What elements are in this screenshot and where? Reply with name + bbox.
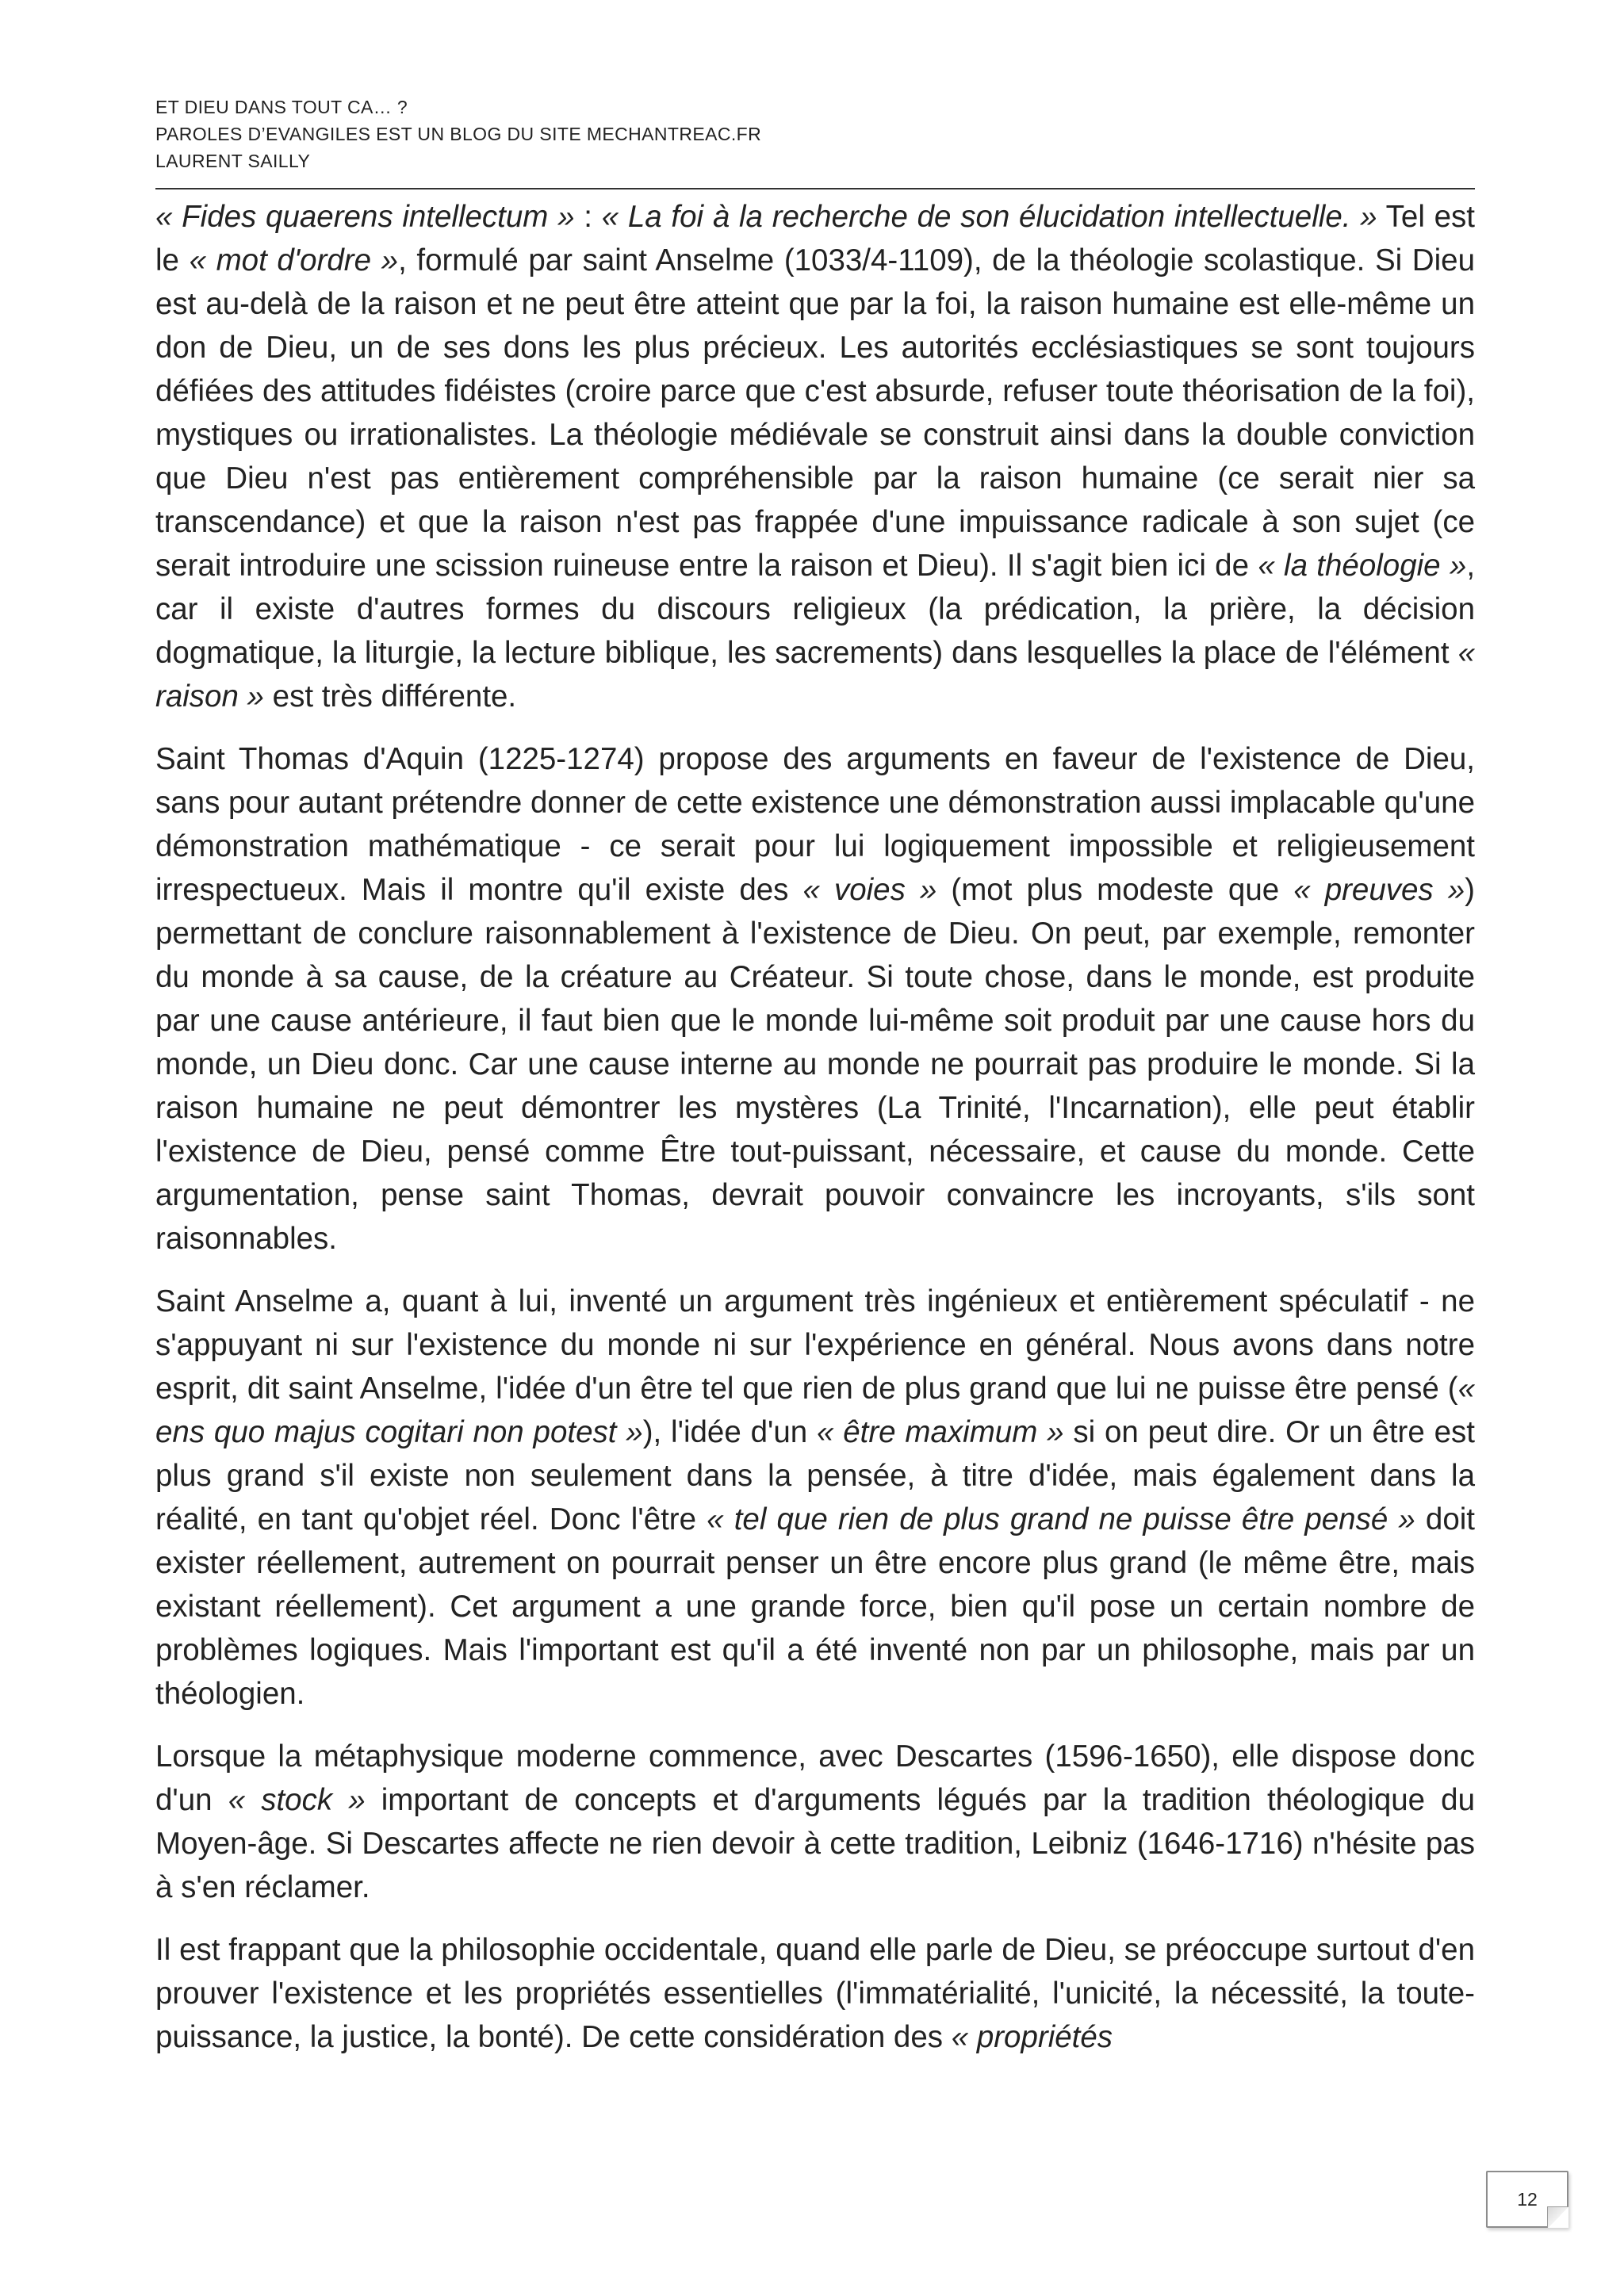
text-span: Saint Thomas d'Aquin (1225-1274) propose des arguments en faveur de l'existence de Dieu, sans pour autant prétendre donner de cette existence une démonstration aussi implacable qu'une démonstration mathématique - ce serait pour lui logiquement impossible et religieusement irrespectueux. Mais il montre qu'il existe des bbox=[155, 742, 1475, 907]
text-span: , car il existe d'autres formes du discours religieux (la prédication, la prière, la décision dogmatique, la liturgie, la lecture biblique, les sacrements) dans lesquelles la place de l'élément bbox=[155, 549, 1476, 670]
text-span: : bbox=[574, 200, 602, 234]
paragraph-1 bbox=[155, 195, 1475, 718]
text-span: si on peut dire. Or un être est plus grand s'il existe non seulement dans la pensée, à titre d'idée, mais également dans la réalité, en tant qu'objet réel. Donc l'être bbox=[155, 1415, 1475, 1536]
header-title: ET DIEU DANS TOUT CA… ? bbox=[155, 97, 408, 117]
text-span: important de concepts et d'arguments légués par la tradition théologique du Moyen-âge. Si Descartes affecte ne rien devoir à cette tradition, Leibniz (1646-1716) n'hésite pas à s'en réclamer. bbox=[155, 1783, 1475, 1904]
running-header bbox=[155, 94, 1475, 174]
text-span: « ens quo majus cogitari non potest » bbox=[155, 1372, 1475, 1449]
text-span: « propriétés bbox=[951, 2020, 1113, 2054]
text-span: Lorsque la métaphysique moderne commence, avec Descartes (1596-1650), elle dispose donc d'un bbox=[155, 1739, 1475, 1817]
text-span: Il est frappant que la philosophie occidentale, quand elle parle de Dieu, se préoccupe surtout d'en prouver l'existence et les propriétés essentielles (l'immatérialité, l'unicité, la nécessité, la toute-puissance, la justice, la bonté). De cette considération des bbox=[155, 1933, 1475, 2054]
text-span: Saint Anselme a, quant à lui, inventé un argument très ingénieux et entièrement spéculatif - ne s'appuyant ni sur l'existence du monde ni sur l'expérience en général. Nous avons dans notre esprit, dit saint Anselme, l'idée d'un être tel que rien de plus grand que lui ne puisse être pensé ( bbox=[155, 1284, 1475, 1406]
text-span: « la théologie » bbox=[1258, 549, 1467, 583]
body-text bbox=[155, 195, 1475, 2078]
text-span: « tel que rien de plus grand ne puisse être pensé » bbox=[707, 1502, 1415, 1536]
page-curl-icon bbox=[1547, 2206, 1568, 2228]
page-number: 12 bbox=[1517, 2188, 1538, 2210]
text-span: « La foi à la recherche de son élucidation intellectuelle. » bbox=[601, 200, 1377, 234]
header-blog-line: PAROLES D’EVANGILES EST UN BLOG DU SITE MECHANTREAC.FR bbox=[155, 124, 762, 144]
text-span: « stock » bbox=[228, 1783, 366, 1817]
header-author: LAURENT SAILLY bbox=[155, 151, 311, 171]
page-number-box bbox=[1486, 2171, 1568, 2228]
text-span: « raison » bbox=[155, 636, 1475, 714]
paragraph-5 bbox=[155, 1928, 1475, 2059]
text-span: « mot d'ordre » bbox=[189, 243, 399, 277]
text-span: Tel est le bbox=[155, 200, 1475, 277]
text-span: doit exister réellement, autrement on pourrait penser un être encore plus grand (le même être, mais existant réellement). Cet argument a une grande force, bien qu'il pose un certain nombre de problèmes logiques. Mais l'important est qu'il a été inventé non par un philosophe, mais par un théologien. bbox=[155, 1502, 1475, 1711]
text-span: ), l'idée d'un bbox=[642, 1415, 817, 1449]
paragraph-2 bbox=[155, 737, 1475, 1261]
paragraph-4 bbox=[155, 1735, 1475, 1909]
text-span: « voies » bbox=[802, 873, 937, 907]
paragraph-3 bbox=[155, 1280, 1475, 1716]
text-span: « Fides quaerens intellectum » bbox=[155, 200, 575, 234]
text-span: ) permettant de conclure raisonnablement à l'existence de Dieu. On peut, par exemple, remonter du monde à sa cause, de la créature au Créateur. Si toute chose, dans le monde, est produite par une cause antérieure, il faut bien que le monde lui-même soit produit par une cause hors du monde, un Dieu donc. Car une cause interne au monde ne pourrait pas produire le monde. Si la raison humaine ne peut démontrer les mystères (La Trinité, l'Incarnation), elle peut établir l'existence de Dieu, pensé comme Être tout-puissant, nécessaire, et cause du monde. Cette argumentation, pense saint Thomas, devrait pouvoir convaincre les incroyants, s'ils sont raisonnables. bbox=[155, 873, 1475, 1256]
text-span: « être maximum » bbox=[817, 1415, 1064, 1449]
text-span: est très différente. bbox=[263, 679, 517, 714]
text-span: , formulé par saint Anselme (1033/4-1109), de la théologie scolastique. Si Dieu est au-delà de la raison et ne peut être atteint que par la foi, la raison humaine est elle-même un don de Dieu, un de ses dons les plus précieux. Les autorités ecclésiastiques se sont toujours défiées des attitudes fidéistes (croire parce que c'est absurde, refuser toute théorisation de la foi), mystiques ou irrationalistes. La théologie médiévale se construit ainsi dans la double conviction que Dieu n'est pas entièrement compréhensible par la raison humaine (ce serait nier sa transcendance) et que la raison n'est pas frappée d'une impuissance radicale à son sujet (ce serait introduire une scission ruineuse entre la raison et Dieu). Il s'agit bien ici de bbox=[155, 243, 1475, 583]
text-span: « preuves » bbox=[1293, 873, 1465, 907]
header-divider bbox=[155, 188, 1475, 189]
text-span: (mot plus modeste que bbox=[936, 873, 1294, 907]
